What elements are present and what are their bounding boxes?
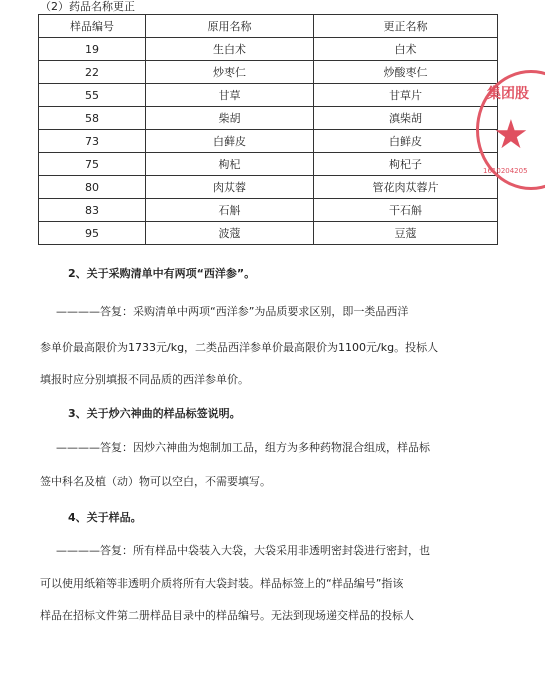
name-correction-table [38,14,498,245]
original-name: 石斛 [146,199,314,222]
item-2-line-1: ————答复：采购清单中两项“西洋参”为品质要求区别，即一类品西洋 [56,305,409,318]
original-name: 炒枣仁 [146,61,314,84]
seal-number: 1610204205 [483,167,528,175]
item-4-line-3: 样品在招标文件第二册样品目录中的样品编号。无法到现场递交样品的投标人 [40,609,414,622]
sample-number: 95 [39,222,146,245]
table-row [39,199,498,222]
corrected-name: 豆蔻 [314,222,498,245]
sample-number: 19 [39,38,146,61]
sample-number: 83 [39,199,146,222]
item-3-line-1: ————答复：因炒六神曲为炮制加工品，组方为多种药物混合组成，样品标 [56,441,430,454]
original-name: 波蔻 [146,222,314,245]
original-name: 甘草 [146,84,314,107]
corrected-name: 管花肉苁蓉片 [314,176,498,199]
table-row [39,130,498,153]
corrected-name: 炒酸枣仁 [314,61,498,84]
table-row [39,38,498,61]
company-seal-stamp [476,70,545,190]
seal-text: 集团股 [487,86,529,102]
table-row [39,176,498,199]
header-corrected-name: 更正名称 [314,15,498,38]
corrected-name: 甘草片 [314,84,498,107]
corrected-name: 干石斛 [314,199,498,222]
sample-number: 80 [39,176,146,199]
original-name: 肉苁蓉 [146,176,314,199]
original-name: 白藓皮 [146,130,314,153]
item-4-line-2: 可以使用纸箱等非透明介质将所有大袋封装。样品标签上的“样品编号”指该 [40,577,404,590]
item-2-line-2: 参单价最高限价为1733元/kg，二类品西洋参单价最高限价为1100元/kg。投标人 [40,341,439,354]
sample-number: 58 [39,107,146,130]
sample-number: 73 [39,130,146,153]
item-2-heading: 2、关于采购清单中有两项“西洋参”。 [68,267,256,280]
item-3-heading: 3、关于炒六神曲的样品标签说明。 [68,407,241,420]
header-original-name: 原用名称 [146,15,314,38]
original-name: 枸杞 [146,153,314,176]
table-header-row [39,15,498,38]
header-sample-number: 样品编号 [39,15,146,38]
corrected-name: 白术 [314,38,498,61]
table-row [39,222,498,245]
item-4-line-1: ————答复：所有样品中袋装入大袋，大袋采用非透明密封袋进行密封，也 [56,544,430,557]
original-name: 柴胡 [146,107,314,130]
sample-number: 75 [39,153,146,176]
sample-number: 55 [39,84,146,107]
sample-number: 22 [39,61,146,84]
item-2-line-3: 填报时应分别填报不同品质的西洋参单价。 [40,373,249,386]
table-row [39,61,498,84]
corrected-name: 枸杞子 [314,153,498,176]
table-row [39,153,498,176]
seal-star-icon: ★ [493,112,529,158]
item-4-heading: 4、关于样品。 [68,511,142,524]
original-name: 生白术 [146,38,314,61]
table-row [39,84,498,107]
item-3-line-2: 签中科名及植（动）物可以空白，不需要填写。 [40,475,271,488]
corrected-name: 白鲜皮 [314,130,498,153]
corrected-name: 滇柴胡 [314,107,498,130]
section-title: （2）药品名称更正 [40,0,135,13]
table-row [39,107,498,130]
